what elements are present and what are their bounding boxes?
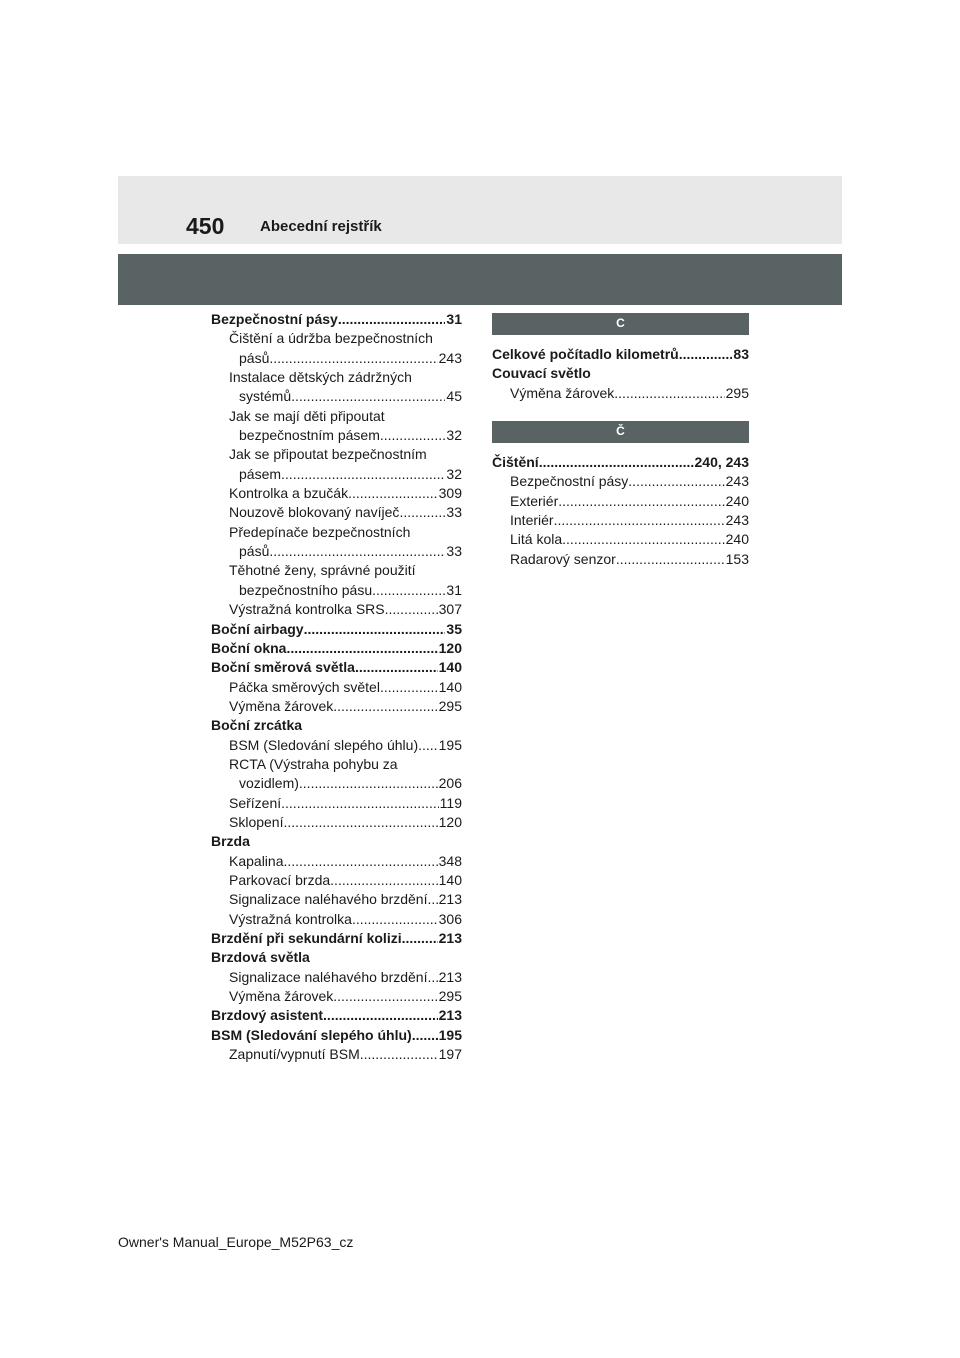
header-dark-band (118, 254, 842, 305)
page-reference: 31 (446, 581, 462, 598)
entry-label: BSM (Sledování slepého úhlu) (229, 736, 419, 753)
index-subentry (492, 511, 749, 530)
entry-label: Signalizace naléhavého brzdění (229, 968, 428, 985)
entry-label: Litá kola (510, 531, 563, 548)
page-reference: 120 (438, 813, 462, 830)
page-reference: 240, 243 (694, 454, 749, 471)
leader-dots (338, 310, 446, 329)
entry-label: Instalace dětských zádržných (229, 369, 412, 386)
entry-label: Výměna žárovek (229, 988, 334, 1005)
entry-label: Boční zrcátka (211, 717, 303, 734)
page-number: 450 (186, 213, 225, 239)
leader-dots (372, 581, 445, 600)
entry-label: vozidlem) (239, 775, 299, 792)
entry-label: Brzda (211, 833, 250, 850)
page-reference: 243 (725, 512, 749, 529)
entry-label: Páčka směrových světel (229, 678, 380, 695)
entry-label: Brzdová světla (211, 949, 310, 966)
entry-label: BSM (Sledování slepého úhlu) (211, 1026, 412, 1043)
leader-dots (614, 384, 724, 403)
index-subentry (211, 542, 462, 561)
page-reference: 195 (438, 1026, 462, 1043)
entry-label: Celkové počítadlo kilometrů (492, 346, 679, 362)
leader-dots (284, 852, 438, 871)
leader-dots (281, 465, 445, 484)
page-reference: 306 (438, 910, 462, 927)
page-reference: 206 (438, 775, 462, 792)
page-reference: 33 (446, 504, 462, 521)
index-subentry (211, 465, 462, 484)
leader-dots (554, 511, 725, 530)
index-subentry (211, 813, 462, 832)
entry-label: bezpečnostního pásu (239, 581, 373, 598)
page-reference: 240 (725, 531, 749, 548)
index-entry (211, 1026, 462, 1045)
page-reference: 197 (438, 1046, 462, 1063)
leader-dots (330, 871, 437, 890)
entry-label: Výměna žárovek (229, 697, 334, 714)
index-subentry (211, 1045, 462, 1064)
entry-label: Nouzově blokovaný navíječ (229, 504, 400, 521)
page-reference: 153 (725, 550, 749, 567)
page-reference: 32 (446, 427, 462, 444)
page-reference: 35 (446, 620, 462, 637)
letter-heading: C (492, 313, 749, 335)
leader-dots (281, 794, 439, 813)
leader-dots (348, 484, 438, 503)
index-subentry (211, 329, 462, 348)
leader-dots (299, 774, 438, 793)
entry-label: Radarový senzor (510, 550, 616, 567)
leader-dots (562, 530, 724, 549)
index-subentry (492, 550, 749, 569)
entry-label: Brzdový asistent (211, 1007, 324, 1024)
entry-label: Jak se mají děti připoutat (229, 407, 385, 424)
leader-dots (558, 492, 724, 511)
leader-dots (616, 550, 725, 569)
entry-label: Zapnutí/vypnutí BSM (229, 1046, 360, 1063)
index-subentry (211, 426, 462, 445)
entry-label: Kapalina (229, 852, 284, 869)
index-subentry (492, 530, 749, 549)
entry-label: Čištění (492, 454, 539, 471)
index-subentry (211, 523, 462, 542)
page-reference: 83 (733, 346, 749, 362)
entry-label: Brzdění při sekundární kolizi (211, 930, 402, 946)
index-subentry (211, 755, 462, 774)
index-subentry (211, 987, 462, 1006)
page-reference: 243 (725, 473, 749, 490)
leader-dots (628, 472, 724, 491)
page-reference: 307 (438, 601, 462, 618)
index-subentry (211, 387, 462, 406)
entry-label: systémů (239, 388, 292, 405)
entry-label: Boční okna (211, 639, 287, 656)
index-subentry (211, 600, 462, 619)
index-subentry (211, 890, 462, 909)
index-column-right (492, 313, 749, 569)
index-subentry (211, 581, 462, 600)
entry-label: Výstražná kontrolka SRS (229, 601, 385, 618)
index-subentry (211, 910, 462, 929)
index-subentry (211, 678, 462, 697)
entry-label: pásů (239, 543, 270, 560)
leader-dots (427, 890, 437, 909)
letter-heading: Č (492, 421, 749, 443)
page-reference: 243 (438, 349, 462, 366)
entry-label: Těhotné ženy, správné použití (229, 562, 416, 579)
page-reference: 195 (438, 736, 462, 753)
page-reference: 119 (439, 794, 462, 811)
index-entry (492, 364, 749, 383)
leader-dots (418, 736, 438, 755)
page-reference: 295 (438, 697, 462, 714)
page-reference: 240 (725, 492, 749, 509)
page-reference: 31 (446, 311, 462, 327)
entry-label: Čištění a údržba bezpečnostních (229, 330, 433, 347)
index-subentry (211, 968, 462, 987)
index-entry (211, 1006, 462, 1025)
entry-label: Výstražná kontrolka (229, 910, 352, 927)
index-subentry (211, 368, 462, 387)
leader-dots (269, 542, 445, 561)
index-entry (211, 658, 462, 677)
entry-label: Sklopení (229, 813, 284, 830)
leader-dots (402, 929, 438, 948)
leader-dots (323, 1006, 438, 1025)
leader-dots (679, 345, 733, 364)
entry-label: Kontrolka a bzučák (229, 485, 349, 502)
entry-label: bezpečnostním pásem (239, 427, 380, 444)
entry-label: pásů (239, 349, 270, 366)
entry-label: Bezpečnostní pásy (211, 311, 338, 327)
section-title: Abecední rejstřík (260, 218, 382, 235)
leader-dots (385, 600, 438, 619)
index-subentry (211, 852, 462, 871)
index-subentry (492, 384, 749, 403)
entry-label: Výměna žárovek (510, 384, 615, 401)
leader-dots (427, 968, 437, 987)
index-entry (211, 716, 462, 735)
header-band (118, 176, 842, 244)
entry-label: RCTA (Výstraha pohybu za (229, 755, 398, 772)
index-entry (211, 948, 462, 967)
page-reference: 32 (446, 465, 462, 482)
index-subentry (492, 472, 749, 491)
index-entry (211, 639, 462, 658)
page-reference: 213 (438, 930, 462, 946)
page-reference: 309 (438, 485, 462, 502)
leader-dots (380, 426, 446, 445)
page-reference: 140 (438, 659, 462, 676)
index-entry (211, 310, 462, 329)
footer-text: Owner's Manual_Europe_M52P63_cz (118, 1234, 354, 1250)
entry-label: Boční směrová světla (211, 659, 355, 676)
leader-dots (333, 987, 437, 1006)
index-subentry (492, 492, 749, 511)
index-subentry (211, 697, 462, 716)
leader-dots (283, 813, 437, 832)
entry-label: pásem (239, 465, 282, 482)
page-reference: 45 (446, 388, 462, 405)
entry-label: Exteriér (510, 492, 559, 509)
leader-dots (269, 349, 437, 368)
page-reference: 295 (438, 988, 462, 1005)
index-subentry (211, 561, 462, 580)
leader-dots (539, 453, 694, 472)
section-gap (492, 403, 749, 421)
index-subentry (211, 407, 462, 426)
index-entry (211, 929, 462, 948)
leader-dots (304, 620, 446, 639)
entry-label: Seřízení (229, 794, 282, 811)
index-subentry (211, 445, 462, 464)
leader-dots (291, 387, 445, 406)
leader-dots (412, 1026, 438, 1045)
index-subentry (211, 774, 462, 793)
entry-label: Jak se připoutat bezpečnostním (229, 446, 427, 463)
entry-label: Bezpečnostní pásy (510, 473, 629, 490)
index-subentry (211, 349, 462, 368)
entry-label: Předepínače bezpečnostních (229, 523, 411, 540)
page-reference: 120 (438, 639, 462, 656)
page-reference: 213 (438, 1007, 462, 1024)
entry-label: Parkovací brzda (229, 871, 331, 888)
leader-dots (352, 910, 438, 929)
index-entry (492, 453, 749, 472)
entry-label: Couvací světlo (492, 365, 591, 382)
leader-dots (286, 639, 437, 658)
index-subentry (211, 736, 462, 755)
page-reference: 140 (438, 678, 462, 695)
index-entry (492, 345, 749, 364)
leader-dots (360, 1045, 438, 1064)
page-reference: 348 (438, 852, 462, 869)
index-subentry (211, 503, 462, 522)
page-reference: 213 (438, 891, 462, 908)
index-entry (211, 620, 462, 639)
leader-dots (355, 658, 438, 677)
page-reference: 213 (438, 968, 462, 985)
leader-dots (380, 678, 438, 697)
leader-dots (399, 503, 445, 522)
index-subentry (211, 484, 462, 503)
index-column-left (211, 310, 462, 1064)
index-subentry (211, 794, 462, 813)
index-subentry (211, 871, 462, 890)
index-entry (211, 832, 462, 851)
page-reference: 295 (725, 384, 749, 401)
page-reference: 33 (446, 543, 462, 560)
entry-label: Signalizace naléhavého brzdění (229, 891, 428, 908)
leader-dots (333, 697, 437, 716)
entry-label: Boční airbagy (211, 620, 304, 637)
page-reference: 140 (438, 871, 462, 888)
entry-label: Interiér (510, 512, 554, 529)
